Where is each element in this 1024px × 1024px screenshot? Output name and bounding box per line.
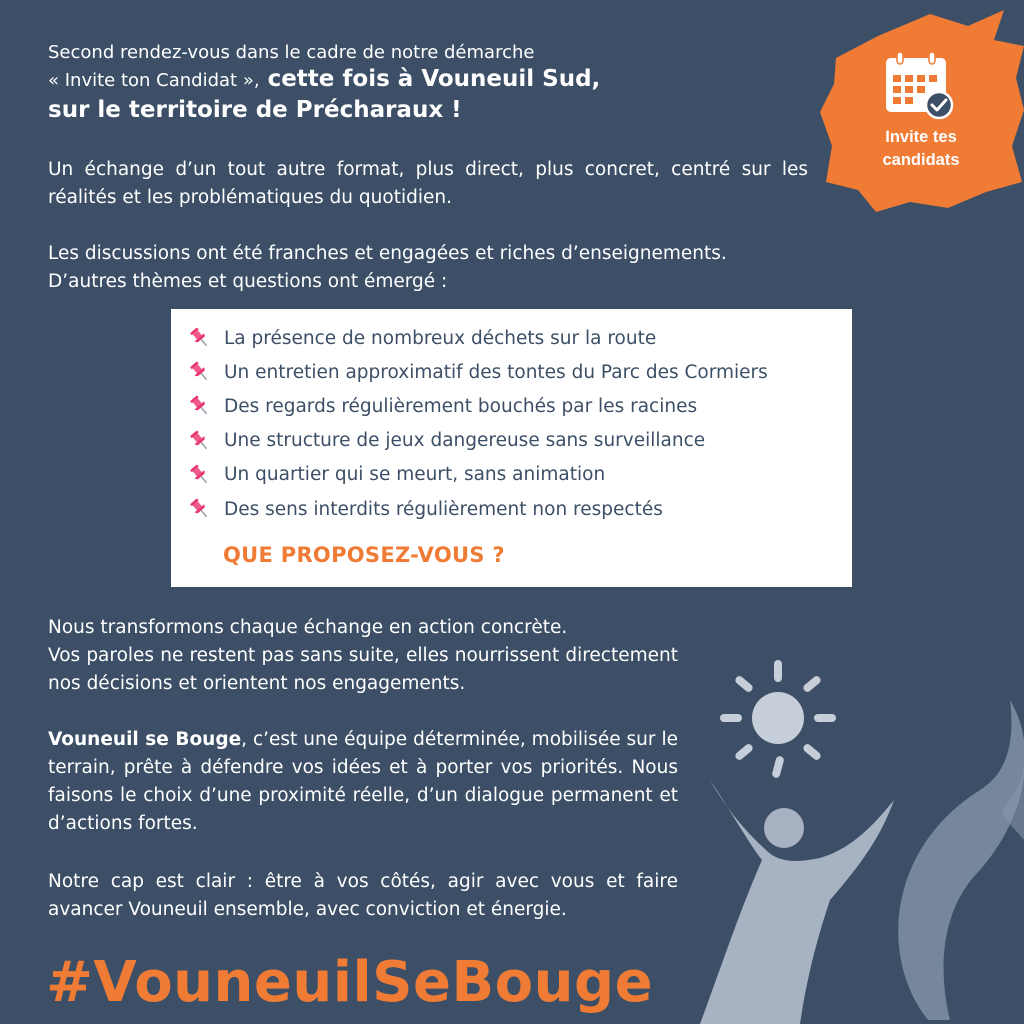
- list-item: [189, 355, 852, 389]
- invite-badge: [818, 6, 1024, 212]
- intro-highlight: cette fois à Vouneuil Sud,: [259, 66, 601, 92]
- intro-line-3: sur le territoire de Précharaux !: [48, 97, 462, 123]
- paragraph-team: [48, 726, 678, 838]
- calendar-check-icon: [882, 50, 958, 122]
- pushpin-icon: [189, 498, 211, 520]
- vouneuil-se-bouge-logo: [680, 640, 1024, 1024]
- issues-list: [171, 309, 852, 526]
- list-item: [189, 492, 852, 526]
- issue-text: La présence de nombreux déchets sur la route: [224, 327, 657, 349]
- pushpin-icon: [189, 430, 211, 452]
- list-item: [189, 458, 852, 492]
- intro: [48, 40, 788, 126]
- hashtag: #VouneuilSeBouge: [46, 950, 654, 1015]
- intro-line-1: Second rendez-vous dans le cadre de notre démarche: [48, 42, 535, 63]
- issue-text: Des regards régulièrement bouchés par les racines: [224, 395, 698, 417]
- badge-label-line-2: candidats: [882, 151, 960, 169]
- paragraph-action-line-1: Nous transformons chaque échange en action concrète.: [48, 617, 568, 638]
- paragraph-discussions-line-2: D’autres thèmes et questions ont émergé :: [48, 271, 448, 292]
- paragraph-format: Un échange d’un tout autre format, plus direct, plus concret, centré sur les réalités et les problématiques du quotidien.: [48, 159, 808, 208]
- issue-text: Un quartier qui se meurt, sans animation: [224, 464, 606, 486]
- issue-text: Un entretien approximatif des tontes du Parc des Cormiers: [224, 361, 768, 383]
- list-item: [189, 321, 852, 355]
- team-name: Vouneuil se Bouge: [48, 729, 242, 750]
- pushpin-icon: [189, 464, 211, 486]
- pushpin-icon: [189, 395, 211, 417]
- call-to-action: QUE PROPOSEZ-VOUS ?: [223, 543, 505, 567]
- issues-card: [171, 309, 852, 587]
- pushpin-icon: [189, 327, 211, 349]
- team-description: , c’est une équipe déterminée, mobilisée sur le terrain, prête à défendre vos idées et à porter vos priorités. Nous faisons le choix d’une proximité réelle, d’un dialogue permanent et d’actions fortes.: [48, 729, 678, 834]
- paragraph-conclusion: Notre cap est clair : être à vos côtés, agir avec vous et faire avancer Vouneuil ensemble, avec conviction et énergie.: [48, 871, 678, 920]
- paragraph-action: [48, 614, 678, 698]
- badge-label-line-1: Invite tes: [885, 128, 957, 146]
- intro-line-2: [48, 66, 788, 94]
- paragraph-action-line-2: Vos paroles ne restent pas sans suite, elles nourrissent directement nos décisions et orientent nos engagements.: [48, 645, 678, 694]
- list-item: [189, 389, 852, 423]
- paragraph-discussions-line-1: Les discussions ont été franches et engagées et riches d’enseignements.: [48, 243, 727, 264]
- pushpin-icon: [189, 361, 211, 383]
- issue-text: Des sens interdits régulièrement non respectés: [224, 498, 663, 520]
- list-item: [189, 424, 852, 458]
- badge-label: [818, 126, 1024, 172]
- paragraph-discussions: [48, 240, 818, 296]
- issue-text: Une structure de jeux dangereuse sans surveillance: [224, 430, 706, 452]
- intro-quote: « Invite ton Candidat »,: [48, 70, 260, 91]
